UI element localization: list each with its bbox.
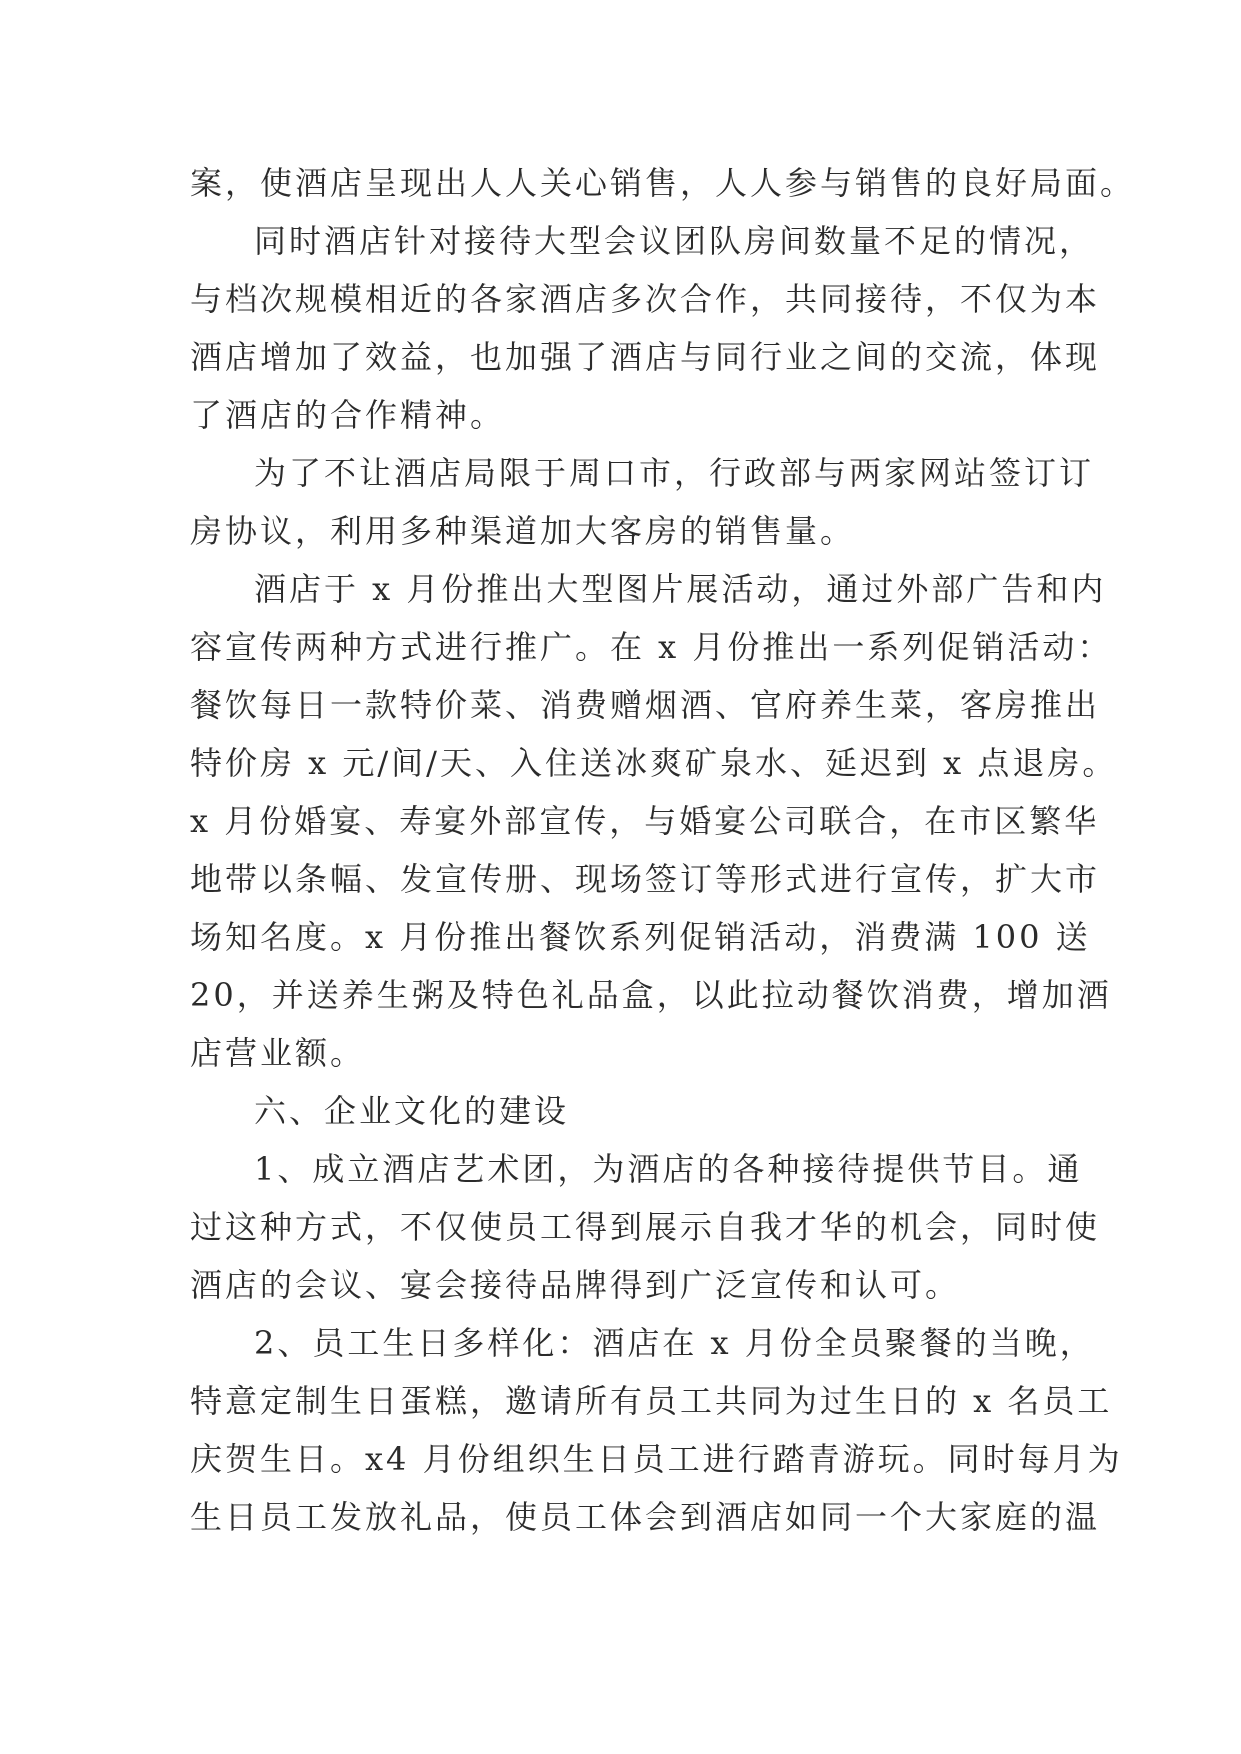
text-line: 地带以条幅、发宣传册、现场签订等形式进行宣传，扩大市 — [190, 860, 1101, 898]
text-line: 与档次规模相近的各家酒店多次合作，共同接待，不仅为本 — [190, 280, 1101, 318]
text-line: x 月份婚宴、寿宴外部宣传，与婚宴公司联合，在市区繁华 — [190, 802, 1100, 840]
paragraph-start-line: 2、员工生日多样化：酒店在 x 月份全员聚餐的当晚， — [254, 1324, 1095, 1362]
text-line: 过这种方式，不仅使员工得到展示自我才华的机会，同时使 — [190, 1208, 1101, 1246]
text-line: 店营业额。 — [190, 1034, 366, 1072]
text-line: 酒店增加了效益，也加强了酒店与同行业之间的交流，体现 — [190, 338, 1101, 376]
text-line: 了酒店的合作精神。 — [190, 396, 506, 434]
text-line: 容宣传两种方式进行推广。在 x 月份推出一系列促销活动： — [190, 628, 1113, 666]
text-line: 餐饮每日一款特价菜、消费赠烟酒、官府养生菜，客房推出 — [190, 686, 1101, 724]
section-heading: 六、企业文化的建设 — [254, 1092, 570, 1130]
text-line: 酒店的会议、宴会接待品牌得到广泛宣传和认可。 — [190, 1266, 961, 1304]
text-line: 庆贺生日。x4 月份组织生日员工进行踏青游玩。同时每月为 — [190, 1440, 1123, 1478]
text-line: 场知名度。x 月份推出餐饮系列促销活动，消费满 100 送 — [190, 918, 1091, 956]
paragraph-start-line: 为了不让酒店局限于周口市，行政部与两家网站签订订 — [254, 454, 1095, 492]
text-line: 房协议，利用多种渠道加大客房的销售量。 — [190, 512, 856, 550]
paragraph-start-line: 1、成立酒店艺术团，为酒店的各种接待提供节目。通 — [254, 1150, 1083, 1188]
text-line: 特意定制生日蛋糕，邀请所有员工共同为过生日的 x 名员工 — [190, 1382, 1113, 1420]
paragraph-start-line: 同时酒店针对接待大型会议团队房间数量不足的情况， — [254, 222, 1095, 260]
paragraph-start-line: 酒店于 x 月份推出大型图片展活动，通过外部广告和内 — [254, 570, 1107, 608]
text-line: 生日员工发放礼品，使员工体会到酒店如同一个大家庭的温 — [190, 1498, 1101, 1536]
text-line: 特价房 x 元/间/天、入住送冰爽矿泉水、延迟到 x 点退房。 — [190, 744, 1118, 782]
text-line: 案，使酒店呈现出人人关心销售，人人参与销售的良好局面。 — [190, 164, 1136, 202]
text-line: 20，并送养生粥及特色礼品盒，以此拉动餐饮消费，增加酒 — [190, 976, 1112, 1014]
document-body — [190, 154, 1136, 1546]
